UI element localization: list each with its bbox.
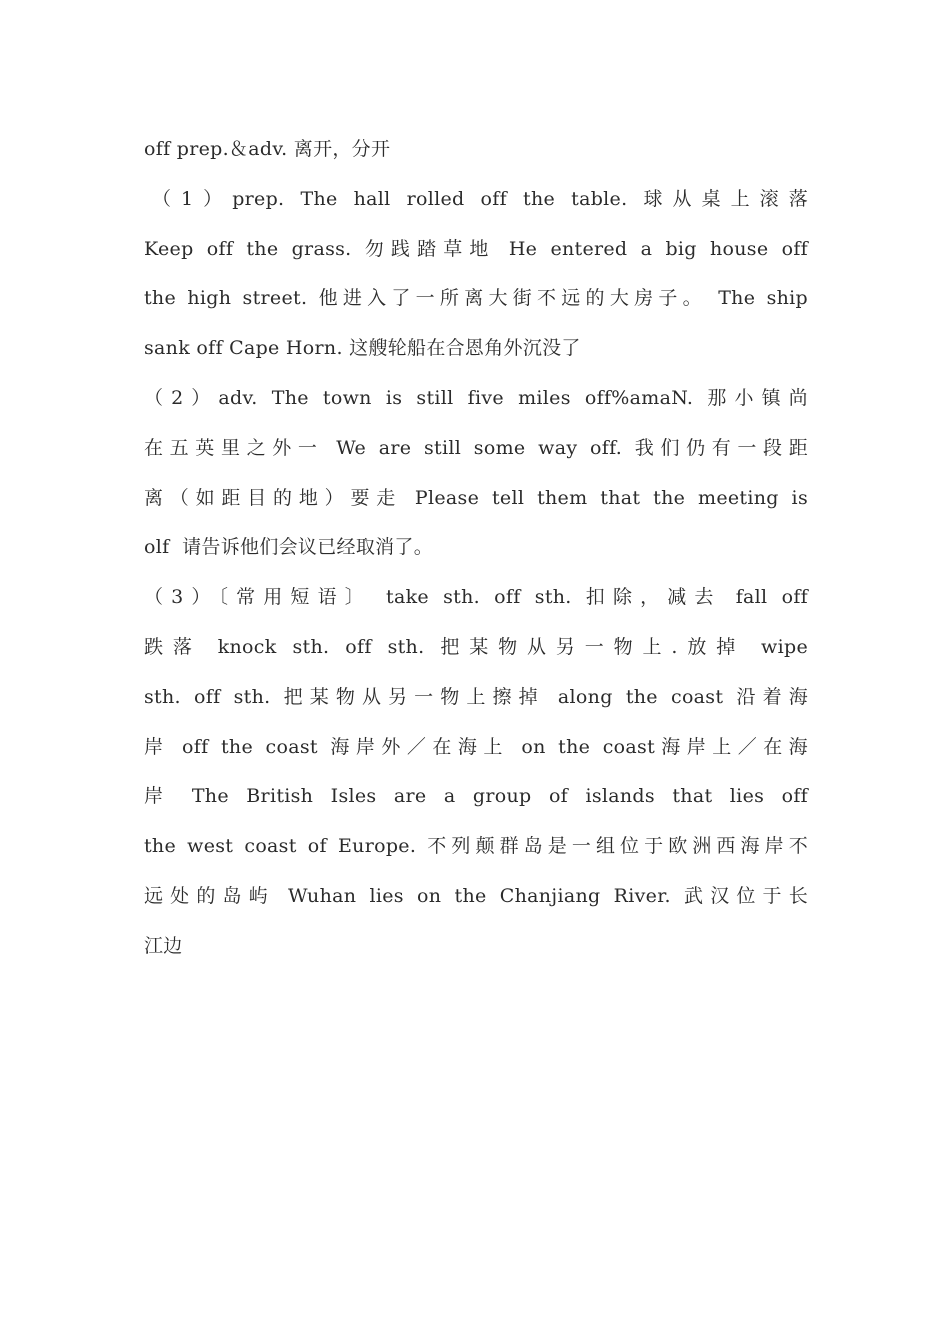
text-line: 跌落 knock sth. off sth. 把某物从另一物上.放掉 wipe [144, 635, 808, 658]
text-line: olf 请告诉他们会议已经取消了。 [144, 536, 434, 559]
text-line: 远处的岛屿 Wuhan lies on the Chanjiang River. 武汉位于长 [144, 884, 808, 907]
text-line-sense-3: （3）〔常用短语〕 take sth. off sth. 扣除，减去 fall off [144, 586, 808, 609]
text-line: 岸 The British Isles are a group of islands that lies off [144, 785, 808, 808]
text-line-sense-2: （2）adv. The town is still five miles off%amaN. 那小镇尚 [144, 386, 808, 409]
text-line: sank off Cape Horn. 这艘轮船在合恩角外沉没了 [144, 337, 581, 360]
text-line: 江边 [144, 934, 183, 957]
text-line: the west coast of Europe. 不列颠群岛是一组位于欧洲西海岸不 [144, 835, 808, 858]
text-line: 在五英里之外一 We are still some way off. 我们仍有一段距 [144, 436, 808, 459]
entry-heading: off prep.＆adv. 离开，分开 [144, 138, 391, 160]
text-line: sth. off sth. 把某物从另一物上擦掉 along the coast 沿着海 [144, 685, 808, 708]
text-line: 岸 off the coast 海岸外／在海上 on the coast海岸上／在海 [144, 735, 808, 758]
text-line-sense-1: （1）prep. The hall rolled off the table. 球从桌上滚落 [152, 187, 808, 210]
text-line: Keep off the grass. 勿践踏草地 He entered a big house off [144, 237, 808, 260]
text-line: 离（如距目的地）要走 Please tell them that the meeting is [144, 486, 808, 509]
text-line: the high street. 他进入了一所离大街不远的大房子。 The ship [144, 287, 808, 310]
document-body [144, 125, 808, 972]
